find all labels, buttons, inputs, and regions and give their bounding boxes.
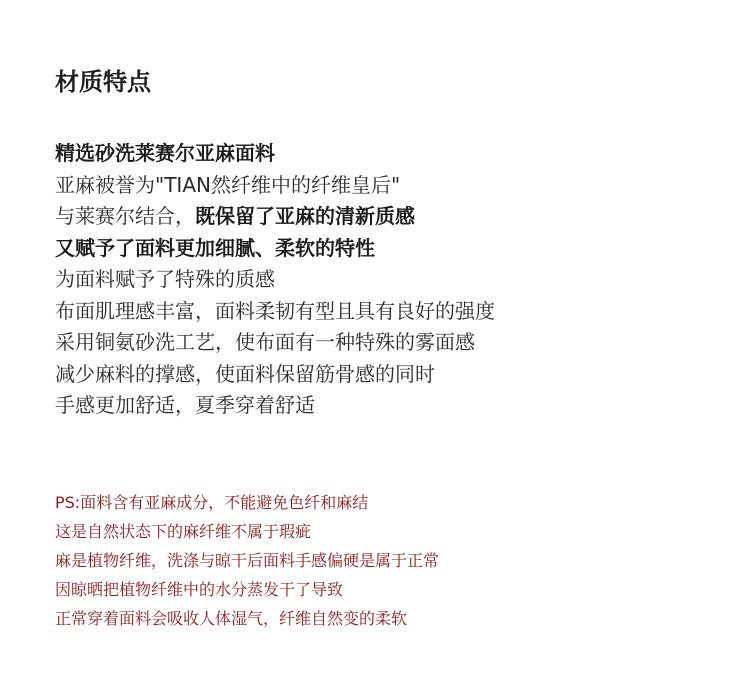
description-line-strength: 布面肌理感丰富，面料柔韧有型且具有良好的强度 [55,298,495,323]
description-line-washing-process: 采用铜氨砂洗工艺，使布面有一种特殊的雾面感 [55,330,475,354]
note-line: PS:面料含有亚麻成分，不能避免色纤和麻结 [55,493,369,512]
note-line: 这是自然状态下的麻纤维不属于瑕疵 [55,522,312,541]
description-line-plain-part: 与莱赛尔结合， [55,204,195,228]
description-line-linen-praise: 亚麻被誉为"TIAN然纤维中的纤维皇后" [55,172,401,197]
note-line: 因晾晒把植物纤维中的水分蒸发干了导致 [55,580,344,599]
description-line-bold-part: 既保留了亚麻的清新质感 [195,204,415,228]
description-line-lyocell-combination [55,201,495,233]
description-line-comfort: 手感更加舒适，夏季穿着舒适 [55,393,315,417]
description-line-texture: 为面料赋予了特殊的质感 [55,267,275,291]
care-notes [55,488,439,633]
note-line: 麻是植物纤维，洗涤与晾干后面料手感偏硬是属于正常 [55,551,440,570]
description-lines [55,138,495,422]
note-line: 正常穿着面料会吸收人体湿气，纤维自然变的柔软 [55,609,408,628]
description-line-fabric: 精选砂洗莱赛尔亚麻面料 [55,141,275,165]
description-line-stiffness: 减少麻料的撑感，使面料保留筋骨感的同时 [55,361,435,386]
section-title: 材质特点 [55,68,151,96]
description-line-softness: 又赋予了面料更加细腻、柔软的特性 [55,235,375,260]
